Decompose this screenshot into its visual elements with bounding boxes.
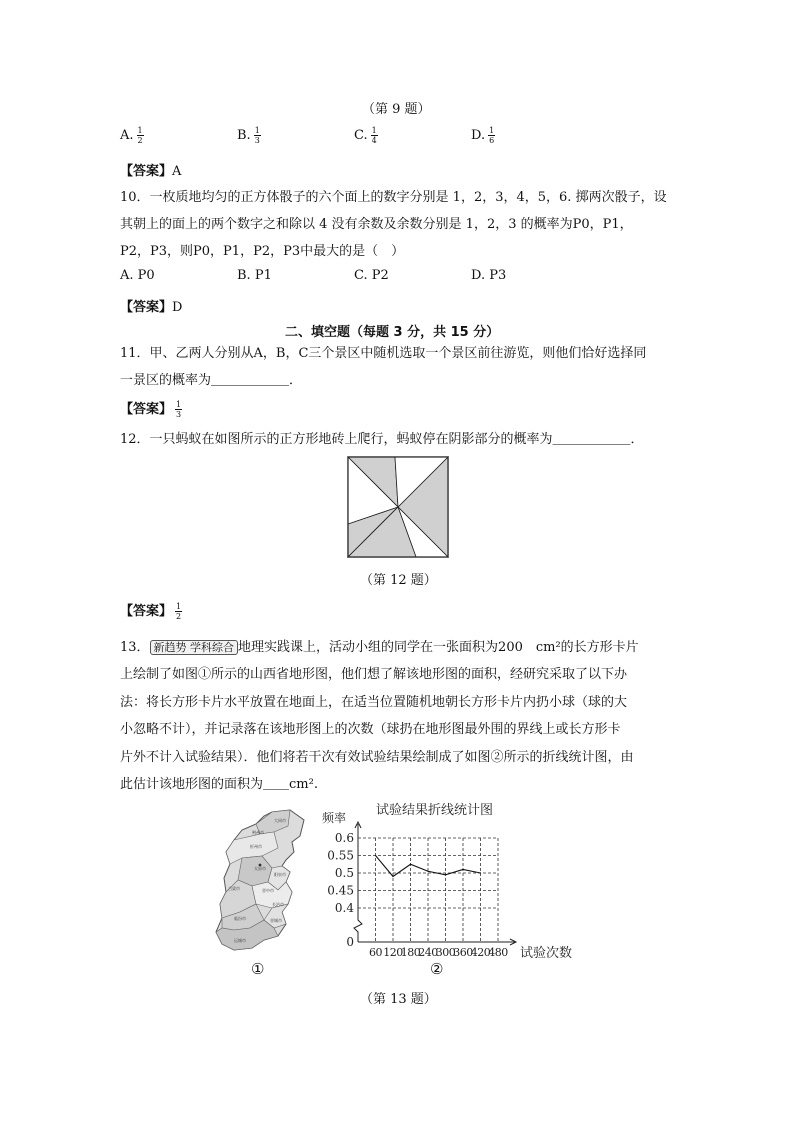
q9-answer <box>120 160 181 179</box>
fig1-label: ① <box>251 960 265 978</box>
y-tick-label: 0 <box>346 935 354 949</box>
q10-line1: 10．一枚质地均匀的正方体骰子的六个面上的数字分别是 1，2，3，4，5，6. 掷两次骰子，设 <box>120 190 667 205</box>
map-label: 朔州市 <box>252 830 264 835</box>
q13-line4: 小忽略不计），并记录落在该地形图上的次数（球扔在地形图最外围的界线上或长方形卡 <box>120 722 621 737</box>
y-tick-label: 0.6 <box>334 831 354 845</box>
option-letter: D. <box>471 128 486 143</box>
option-letter: B. <box>237 128 251 143</box>
q10-option-a: A. P0 <box>120 268 155 283</box>
y-tick-label: 0.4 <box>334 901 354 915</box>
map-label: 临汾市 <box>234 916 246 921</box>
answer-value: A <box>172 164 182 179</box>
x-tick-label: 120 <box>383 946 403 959</box>
fraction: $\frac{1}{2}$ <box>137 126 143 145</box>
q10-option-d: D. P3 <box>471 268 507 283</box>
answer-value: D <box>172 300 183 315</box>
section-heading: 二、填空题（每题 3 分，共 15 分） <box>285 325 500 340</box>
chart-title: 试验结果折线统计图 <box>376 803 494 818</box>
y-axis-label: 频率 <box>322 811 347 825</box>
q9-option-a <box>120 126 144 145</box>
q13-line5: 片外不计入试验结果）．他们将若干次有效试验结果绘制成了如图②所示的折线统计图，由 <box>120 750 634 765</box>
fraction: $\frac{1}{2}$ <box>176 602 182 621</box>
x-tick-label: 300 <box>435 946 456 959</box>
data-point <box>445 874 446 875</box>
q10-line3: P2，P3，则P0，P1，P2，P3中最大的是（ ） <box>120 244 405 259</box>
map-label: 吕梁市 <box>228 886 240 891</box>
x-tick-label: 240 <box>418 946 438 959</box>
fig2-label: ② <box>430 960 444 978</box>
y-tick-label: 0.45 <box>327 883 354 898</box>
q13-line1: 13． 新趋势 学科综合 地理实践课上，活动小组的同学在一张面积为200 cm²的长方形卡片 <box>120 640 639 655</box>
map-label: 长治市 <box>272 902 284 907</box>
topic-tag: 新趋势 学科综合 <box>150 640 239 655</box>
option-letter: C. <box>354 128 368 143</box>
fraction: $\frac{1}{3}$ <box>176 400 182 419</box>
q10-option-b: B. P1 <box>237 268 272 283</box>
map-label: 大同市 <box>274 818 286 823</box>
q9-option-b <box>237 126 261 145</box>
q13-line6: 此估计该地形图的面积为＿＿cm². <box>120 777 318 792</box>
fraction: $\frac{1}{6}$ <box>489 126 495 145</box>
data-point <box>375 855 376 856</box>
x-tick-label: 180 <box>400 946 421 959</box>
q11-line2: 一景区的概率为＿＿＿＿＿＿． <box>120 373 303 388</box>
q13-line2: 上绘制了如图①所示的山西省地形图，他们想了解该地形图的面积，经研究采取了以下办 <box>120 667 628 682</box>
fraction: $\frac{1}{3}$ <box>254 126 260 145</box>
map-label: 阳泉市 <box>274 872 286 877</box>
q10-answer <box>120 296 182 315</box>
data-point <box>480 872 481 873</box>
y-tick-label: 0.5 <box>334 866 354 880</box>
q11-answer <box>120 398 182 419</box>
option-letter: A. <box>120 128 134 143</box>
map-label: 晋城市 <box>270 918 282 923</box>
q10-option-c: C. P2 <box>354 268 389 283</box>
y-axis <box>354 824 362 942</box>
data-point <box>410 864 411 865</box>
x-axis-label: 试验次数 <box>520 946 573 961</box>
x-tick-label: 60 <box>369 946 382 959</box>
y-tick-label: 0.55 <box>327 848 354 863</box>
map-label: 晋中市 <box>262 888 274 893</box>
q13-caption: （第 13 题） <box>360 992 437 1007</box>
q10-line2: 其朝上的面上的两个数字之和除以 4 没有余数及余数分别是 1，2，3 的概率为P0，P1， <box>120 217 633 232</box>
line-chart <box>318 796 588 962</box>
map-label: 太原市 <box>254 866 266 871</box>
answer-tag: 【答案】 <box>120 604 173 619</box>
q12-answer <box>120 600 182 621</box>
answer-tag: 【答案】 <box>120 164 173 179</box>
tile-figure <box>347 456 449 558</box>
shanxi-map <box>212 808 312 956</box>
fraction: $\frac{1}{4}$ <box>371 126 377 145</box>
x-tick-label: 420 <box>470 946 491 959</box>
map-label: 忻州市 <box>250 844 262 849</box>
q9-option-c <box>354 126 378 145</box>
q12-line1: 12．一只蚂蚁在如图所示的正方形地砖上爬行，蚂蚁停在阴影部分的概率为＿＿＿＿＿＿． <box>120 432 644 447</box>
q9-caption: （第 9 题） <box>362 102 431 117</box>
answer-tag: 【答案】 <box>120 402 173 417</box>
data-point <box>462 869 463 870</box>
q9-option-d <box>471 126 495 145</box>
x-tick-label: 480 <box>488 946 508 959</box>
data-point <box>427 871 428 872</box>
q12-caption: （第 12 题） <box>360 573 437 588</box>
x-tick-label: 360 <box>453 946 473 959</box>
q11-line1: 11．甲、乙两人分别从A，B，C三个景区中随机选取一个景区前往游览，则他们恰好选择同 <box>120 346 647 361</box>
map-label: 运城市 <box>234 938 246 943</box>
q13-line3: 法：将长方形卡片水平放置在地面上，在适当位置随机地朝长方形卡片内扔小球（球的大 <box>120 695 628 710</box>
data-point <box>392 876 393 877</box>
answer-tag: 【答案】 <box>120 300 173 315</box>
